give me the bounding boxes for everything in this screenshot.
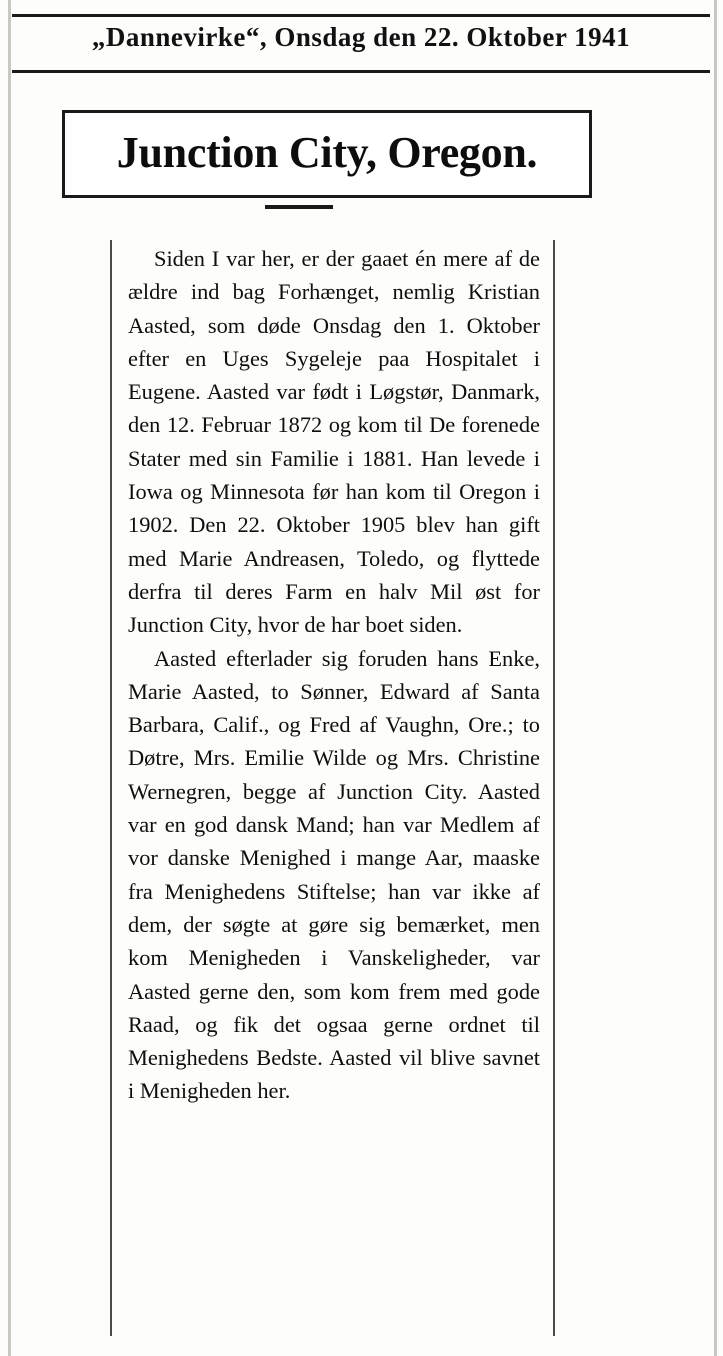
headline-divider-dash bbox=[265, 205, 333, 209]
masthead bbox=[12, 12, 710, 74]
masthead-rule-top bbox=[12, 14, 710, 17]
article-body bbox=[128, 242, 540, 1108]
article-paragraph: Aasted efterlader sig foruden hans Enke, Marie Aasted, to Sønner, Edward af Santa Barbara, Calif., og Fred af Vaughn, Ore.; to Døtre, Mrs. Emilie Wilde og Mrs. Christine Wernegren, begge af Junction City. Aasted var en god dansk Mand; han var Medlem af vor danske Menighed i mange Aar, maaske fra Menighedens Stiftelse; han var ikke af dem, der søgte at gøre sig bemærket, men kom Menigheden i Vanskeligheder, var Aasted gerne den, som kom frem med gode Raad, og fik det ogsaa gerne ordnet til Menighedens Bedste. Aasted vil blive savnet i Menigheden her. bbox=[128, 645, 540, 1104]
page-title: Junction City, Oregon. bbox=[116, 128, 538, 177]
headline-box bbox=[62, 110, 592, 198]
masthead-title: „Dannevirke“, Onsdag den 22. Oktober 1941 bbox=[91, 22, 631, 52]
page-edge-left bbox=[8, 0, 11, 1356]
masthead-rule-bottom bbox=[12, 70, 710, 73]
page-edge-right bbox=[714, 0, 717, 1356]
article-column bbox=[110, 238, 555, 1336]
article-paragraph: Siden I var her, er der gaaet én mere af de ældre ind bag Forhænget, nemlig Kristian Aasted, som døde Onsdag den 1. Oktober efter en Uges Sygeleje paa Hospitalet i Eugene. Aasted var født i Løgstør, Danmark, den 12. Februar 1872 og kom til De forenede Stater med sin Familie i 1881. Han levede i Iowa og Minnesota før han kom til Oregon i 1902. Den 22. Oktober 1905 blev han gift med Marie Andreasen, Toledo, og flyttede derfra til deres Farm en halv Mil øst for Junction City, hvor de har boet siden. bbox=[128, 246, 540, 638]
